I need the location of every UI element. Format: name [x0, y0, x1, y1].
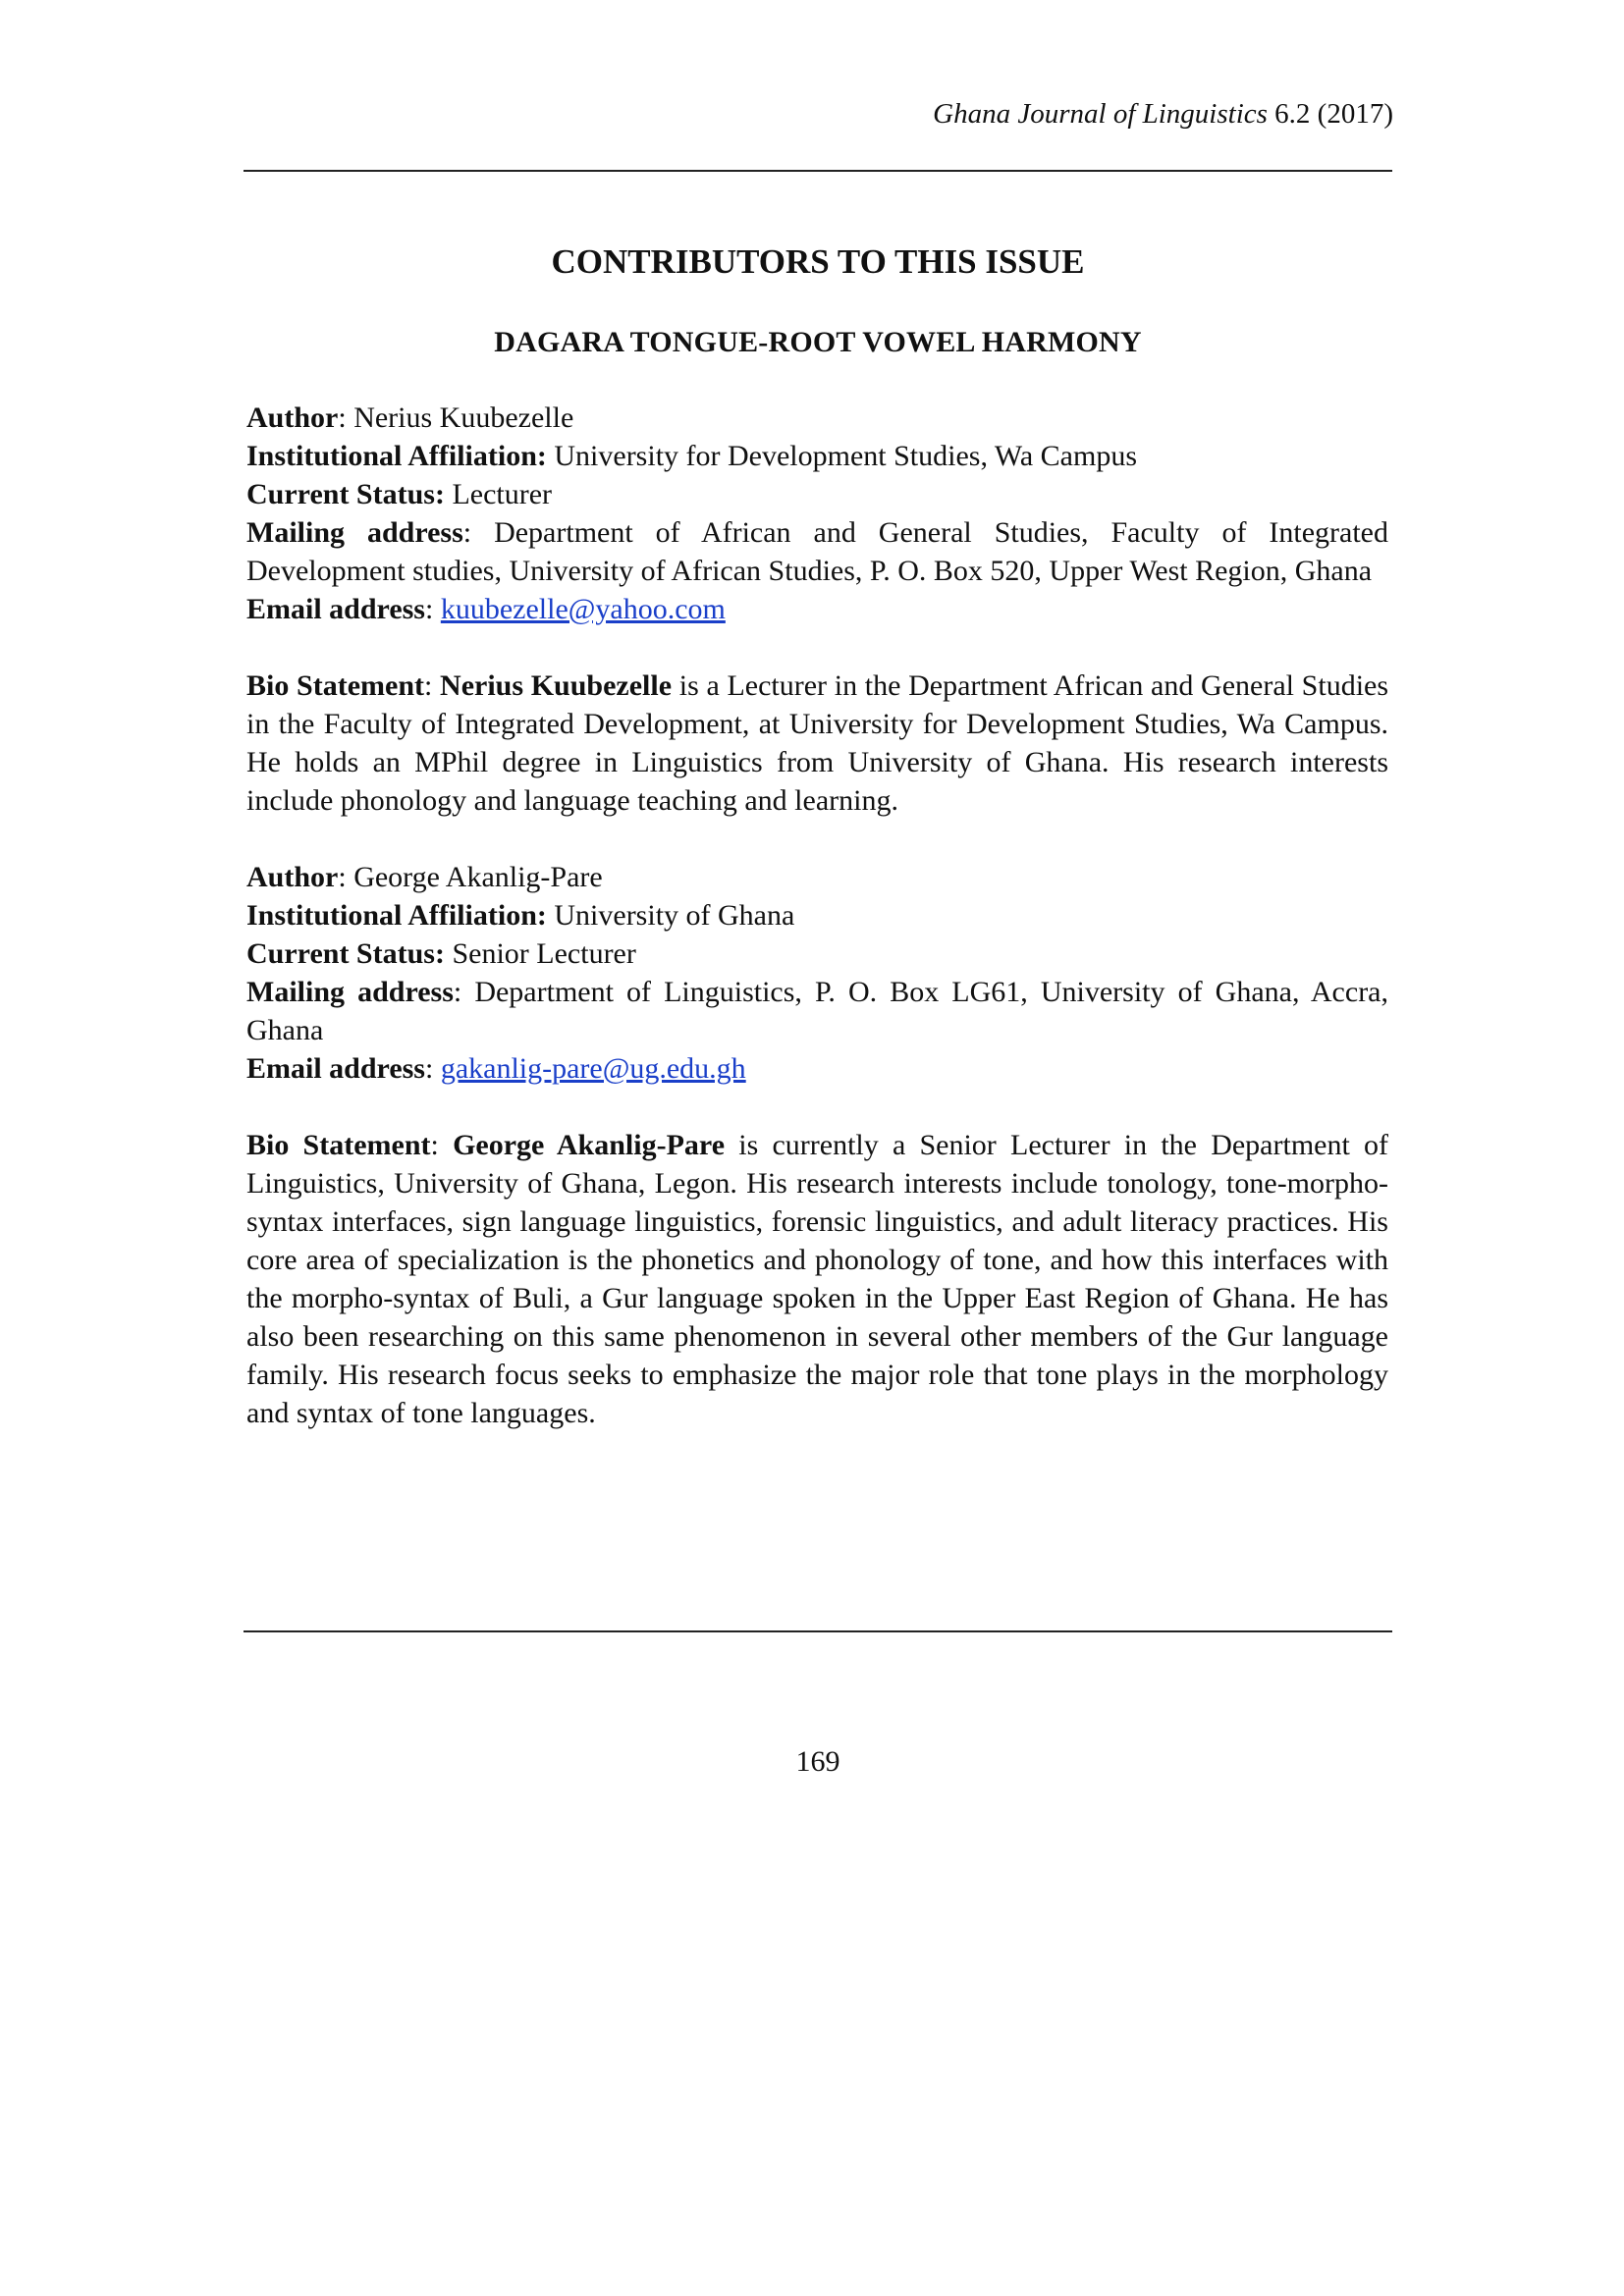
spacer: [246, 820, 1388, 858]
contributor-entry: [246, 399, 1388, 820]
affiliation-value: University for Development Studies, Wa Campus: [554, 440, 1137, 472]
author-label: Author: [246, 401, 339, 434]
header-rule: [244, 170, 1392, 172]
contributor-entry: [246, 858, 1388, 1432]
email-label: Email address: [246, 593, 425, 625]
author-line: Author: George Akanlig-Pare: [246, 861, 603, 893]
affiliation-label: Institutional Affiliation:: [246, 440, 547, 472]
bio-statement: Bio Statement: George Akanlig-Pare is currently a Senior Lecturer in the Department of Linguistics, University of Ghana, Legon. His research interests include tonology, tone-morpho-syntax interfaces, sign language linguistics, forensic linguistics, and adult literacy practices. His core area of specialization is the phonetics and phonology of tone, and how this interfaces with the morpho-syntax of Buli, a Gur language spoken in the Upper East Region of Ghana. He has also been researching on this same phenomenon in several other members of the Gur language family. His research focus seeks to emphasize the major role that tone plays in the morphology and syntax of tone languages.: [246, 1129, 1389, 1429]
mailing-line: Mailing address: Department of Linguistics, P. O. Box LG61, University of Ghana, Accra, Ghana: [246, 976, 1388, 1046]
bio-text: is currently a Senior Lecturer in the Department of Linguistics, University of Ghana, Legon. His research interests include tonology, tone-morpho-syntax interfaces, sign language linguistics, forensic linguistics, and adult literacy practices. His core area of specialization is the phonetics and phonology of tone, and how this interfaces with the morpho-syntax of Buli, a Gur language spoken in the Upper East Region of Ghana. He has also been researching on this same phenomenon in several other members of the Gur language family. His research focus seeks to emphasize the major role that tone plays in the morphology and syntax of tone languages.: [246, 1129, 1389, 1429]
bio-statement: Bio Statement: Nerius Kuubezelle is a Lecturer in the Department African and General Studies in the Faculty of Integrated Development, at University for Development Studies, Wa Campus. He holds an MPhil degree in Linguistics from University of Ghana. His research interests include phonology and language teaching and learning.: [246, 669, 1389, 817]
status-line: [246, 475, 1388, 513]
page-number: 169: [795, 1745, 840, 1778]
mailing-line: Mailing address: Department of African and General Studies, Faculty of Integrated Development studies, University of African Studies, P. O. Box 520, Upper West Region, Ghana: [246, 516, 1388, 587]
affiliation-line: [246, 437, 1388, 475]
mailing-label: Mailing address: [246, 976, 454, 1008]
author-name: George Akanlig-Pare: [353, 861, 603, 893]
email-line: Email address: gakanlig-pare@ug.edu.gh: [246, 1052, 746, 1085]
author-line: Author: Nerius Kuubezelle: [246, 401, 574, 434]
journal-issue: 6.2 (2017): [1274, 98, 1393, 130]
contributors-list: [246, 399, 1388, 1432]
bio-label: Bio Statement: [246, 1129, 431, 1161]
bio-label: Bio Statement: [246, 669, 424, 702]
author-label: Author: [246, 861, 339, 893]
status-line: [246, 934, 1388, 973]
affiliation-line: [246, 896, 1388, 934]
status-label: Current Status:: [246, 937, 445, 970]
status-label: Current Status:: [246, 478, 445, 510]
email-link[interactable]: kuubezelle@yahoo.com: [440, 593, 726, 625]
mailing-value: Department of Linguistics, P. O. Box LG61, University of Ghana, Accra, Ghana: [246, 976, 1388, 1046]
status-value: Lecturer: [452, 478, 553, 510]
page-title: CONTRIBUTORS TO THIS ISSUE: [551, 242, 1085, 281]
article-title: DAGARA TONGUE-ROOT VOWEL HARMONY: [494, 326, 1142, 358]
affiliation-label: Institutional Affiliation:: [246, 899, 547, 932]
mailing-value: Department of African and General Studies, Faculty of Integrated Development studies, University of African Studies, P. O. Box 520, Upper West Region, Ghana: [246, 516, 1388, 587]
bio-name: George Akanlig-Pare: [453, 1129, 726, 1161]
footer-rule: [244, 1630, 1392, 1632]
affiliation-value: University of Ghana: [554, 899, 795, 932]
status-value: Senior Lecturer: [452, 937, 636, 970]
email-link[interactable]: gakanlig-pare@ug.edu.gh: [440, 1052, 746, 1085]
spacer: [246, 1088, 1388, 1126]
spacer: [246, 628, 1388, 667]
email-label: Email address: [246, 1052, 425, 1085]
mailing-label: Mailing address: [246, 516, 463, 549]
running-head: [933, 96, 1393, 132]
journal-name: Ghana Journal of Linguistics: [933, 98, 1268, 130]
bio-name: Nerius Kuubezelle: [440, 669, 673, 702]
bio-text: is a Lecturer in the Department African and General Studies in the Faculty of Integrated Development, at University for Development Studies, Wa Campus. He holds an MPhil degree in Linguistics from University of Ghana. His research interests include phonology and language teaching and learning.: [246, 669, 1389, 817]
email-line: Email address: kuubezelle@yahoo.com: [246, 593, 726, 625]
author-name: Nerius Kuubezelle: [353, 401, 574, 434]
